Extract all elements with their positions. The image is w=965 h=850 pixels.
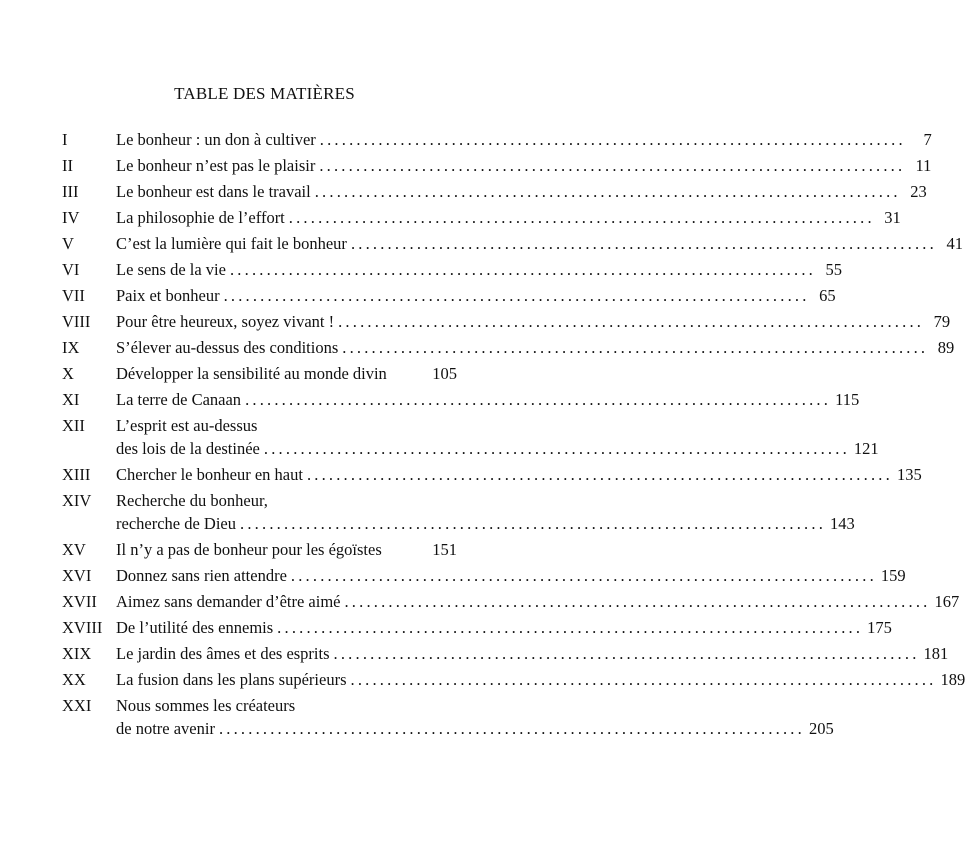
toc-entry [62, 284, 836, 307]
toc-entry [62, 538, 457, 561]
chapter-number: VI [62, 260, 80, 279]
page-number: 159 [880, 566, 906, 585]
toc-line [116, 310, 951, 333]
toc-entry [62, 642, 949, 665]
table-of-contents [62, 128, 965, 743]
chapter-number: XVIII [62, 618, 103, 637]
toc-line [116, 154, 932, 177]
dot-leader: ................................................................................ [306, 465, 893, 484]
page-number: 105 [432, 364, 457, 383]
dot-leader: ................................................................................ [342, 338, 929, 357]
toc-row [62, 232, 963, 255]
toc-row [62, 512, 855, 535]
toc-row [62, 388, 860, 411]
dot-leader: ................................................................................ [218, 719, 805, 738]
dot-leader: ................................................................................ [350, 234, 937, 253]
page-number: 31 [884, 208, 901, 227]
chapter-number: XI [62, 390, 80, 409]
toc-entry [62, 388, 860, 411]
toc-line [116, 463, 922, 486]
chapter-title: C’est la lumière qui fait le bonheur [116, 234, 347, 253]
toc-row [62, 616, 892, 639]
chapter-title: Chercher le bonheur en haut [116, 465, 303, 484]
toc-line [116, 564, 906, 587]
chapter-number: XVII [62, 592, 97, 611]
toc-row [62, 414, 457, 437]
dot-leader: ................................................................................ [319, 156, 906, 175]
page-number: 181 [923, 644, 949, 663]
toc-row [62, 128, 932, 151]
chapter-title: Le bonheur n’est pas le plaisir [116, 156, 316, 175]
toc-line [116, 284, 836, 307]
toc-line [116, 362, 457, 385]
toc-row [62, 362, 457, 385]
chapter-number: XIII [62, 465, 91, 484]
chapter-number: XII [62, 416, 85, 435]
toc-row [62, 642, 949, 665]
toc-entry [62, 206, 901, 229]
page-number: 55 [825, 260, 842, 279]
toc-row [62, 463, 922, 486]
dot-leader: ................................................................................ [319, 130, 906, 149]
toc-line [116, 538, 457, 561]
toc-entry [62, 463, 922, 486]
chapter-title: Aimez sans demander d’être aimé [116, 592, 341, 611]
chapter-title: Le jardin des âmes et des esprits [116, 644, 330, 663]
chapter-number: III [62, 182, 79, 201]
chapter-number: XX [62, 670, 86, 689]
toc-entry [62, 128, 932, 151]
toc-line [116, 642, 949, 665]
toc-line [116, 694, 457, 717]
chapter-title: Recherche du bonheur, [116, 491, 268, 510]
toc-row [62, 180, 927, 203]
chapter-number: VIII [62, 312, 91, 331]
chapter-title: Donnez sans rien attendre [116, 566, 287, 585]
page-number: 23 [910, 182, 927, 201]
toc-row [62, 310, 951, 333]
chapter-title: de notre avenir [116, 719, 215, 738]
toc-line [116, 717, 834, 740]
dot-leader: ................................................................................ [263, 439, 850, 458]
chapter-title: recherche de Dieu [116, 514, 237, 533]
toc-line [116, 668, 965, 691]
toc-row [62, 437, 879, 460]
page-number: 175 [867, 618, 892, 637]
page-number: 41 [946, 234, 963, 253]
toc-line [116, 232, 963, 255]
toc-row [62, 668, 965, 691]
page-number: 11 [915, 156, 932, 175]
toc-line [116, 388, 860, 411]
page-number: 89 [937, 338, 955, 357]
dot-leader: ................................................................................ [288, 208, 875, 227]
toc-line [116, 616, 892, 639]
dot-leader: ................................................................................ [314, 182, 901, 201]
toc-entry [62, 232, 963, 255]
toc-entry [62, 616, 892, 639]
page-number: 151 [432, 540, 457, 559]
chapter-title: La terre de Canaan [116, 390, 242, 409]
chapter-title: des lois de la destinée [116, 439, 260, 458]
chapter-title: Le bonheur : un don à cultiver [116, 130, 316, 149]
chapter-number: IX [62, 338, 80, 357]
dot-leader: ................................................................................ [344, 592, 931, 611]
toc-row [62, 154, 932, 177]
toc-row [62, 717, 834, 740]
toc-entry [62, 668, 965, 691]
dot-leader: ................................................................................ [229, 260, 816, 279]
toc-line [116, 414, 457, 437]
toc-line [116, 206, 901, 229]
dot-leader: ................................................................................ [240, 514, 827, 533]
chapter-title: La fusion dans les plans supérieurs [116, 670, 347, 689]
toc-row [62, 538, 457, 561]
chapter-number: VII [62, 286, 85, 305]
chapter-number: X [62, 364, 74, 383]
toc-entry [62, 564, 906, 587]
page-number: 135 [896, 465, 922, 484]
chapter-number: XXI [62, 696, 92, 715]
page-number: 205 [808, 719, 834, 738]
dot-leader: ................................................................................ [350, 670, 937, 689]
toc-entry [62, 258, 842, 281]
toc-entry [62, 310, 951, 333]
toc-line [116, 512, 855, 535]
toc-row [62, 336, 955, 359]
toc-entry [62, 414, 879, 460]
chapter-title: Le sens de la vie [116, 260, 226, 279]
dot-leader: ................................................................................ [338, 312, 925, 331]
page-number: 115 [835, 390, 860, 409]
toc-entry [62, 694, 834, 740]
dot-leader: ................................................................................ [290, 566, 877, 585]
dot-leader: ................................................................................ [333, 644, 920, 663]
chapter-title: L’esprit est au-dessus [116, 416, 258, 435]
page-number: 189 [940, 670, 965, 689]
toc-line [116, 590, 960, 613]
page-number: 121 [853, 439, 879, 458]
toc-row [62, 258, 842, 281]
page-title: TABLE DES MATIÈRES [174, 84, 355, 103]
chapter-number: I [62, 130, 68, 149]
toc-row [62, 284, 836, 307]
chapter-number: XVI [62, 566, 92, 585]
chapter-number: V [62, 234, 74, 253]
chapter-number: XV [62, 540, 86, 559]
page-number: 143 [830, 514, 855, 533]
toc-row [62, 694, 457, 717]
chapter-title: La philosophie de l’effort [116, 208, 285, 227]
toc-entry [62, 180, 927, 203]
toc-row [62, 564, 906, 587]
toc-entry [62, 154, 932, 177]
dot-leader: ................................................................................ [277, 618, 864, 637]
toc-row [62, 590, 960, 613]
toc-line [116, 336, 955, 359]
toc-entry [62, 590, 960, 613]
chapter-title: Paix et bonheur [116, 286, 220, 305]
dot-leader: ................................................................................ [223, 286, 810, 305]
toc-line [116, 180, 927, 203]
toc-row [62, 489, 457, 512]
dot-leader: ................................................................................ [245, 390, 832, 409]
chapter-number: XIV [62, 491, 92, 510]
toc-row [62, 206, 901, 229]
chapter-number: IV [62, 208, 80, 227]
chapter-number: XIX [62, 644, 92, 663]
toc-entry [62, 489, 855, 535]
page-number: 7 [923, 130, 932, 149]
toc-line [116, 258, 842, 281]
chapter-title: Il n’y a pas de bonheur pour les égoïstes [116, 540, 382, 559]
page-number: 167 [934, 592, 960, 611]
toc-entry [62, 362, 457, 385]
toc-line [116, 128, 932, 151]
toc-entry [62, 336, 955, 359]
chapter-title: Développer la sensibilité au monde divin [116, 364, 387, 383]
chapter-title: Le bonheur est dans le travail [116, 182, 311, 201]
chapter-title: Nous sommes les créateurs [116, 696, 296, 715]
toc-line [116, 437, 879, 460]
page-number: 65 [819, 286, 836, 305]
page-number: 79 [933, 312, 951, 331]
toc-line [116, 489, 457, 512]
chapter-title: S’élever au-dessus des conditions [116, 338, 339, 357]
chapter-title: De l’utilité des ennemis [116, 618, 274, 637]
chapter-title: Pour être heureux, soyez vivant ! [116, 312, 335, 331]
chapter-number: II [62, 156, 73, 175]
